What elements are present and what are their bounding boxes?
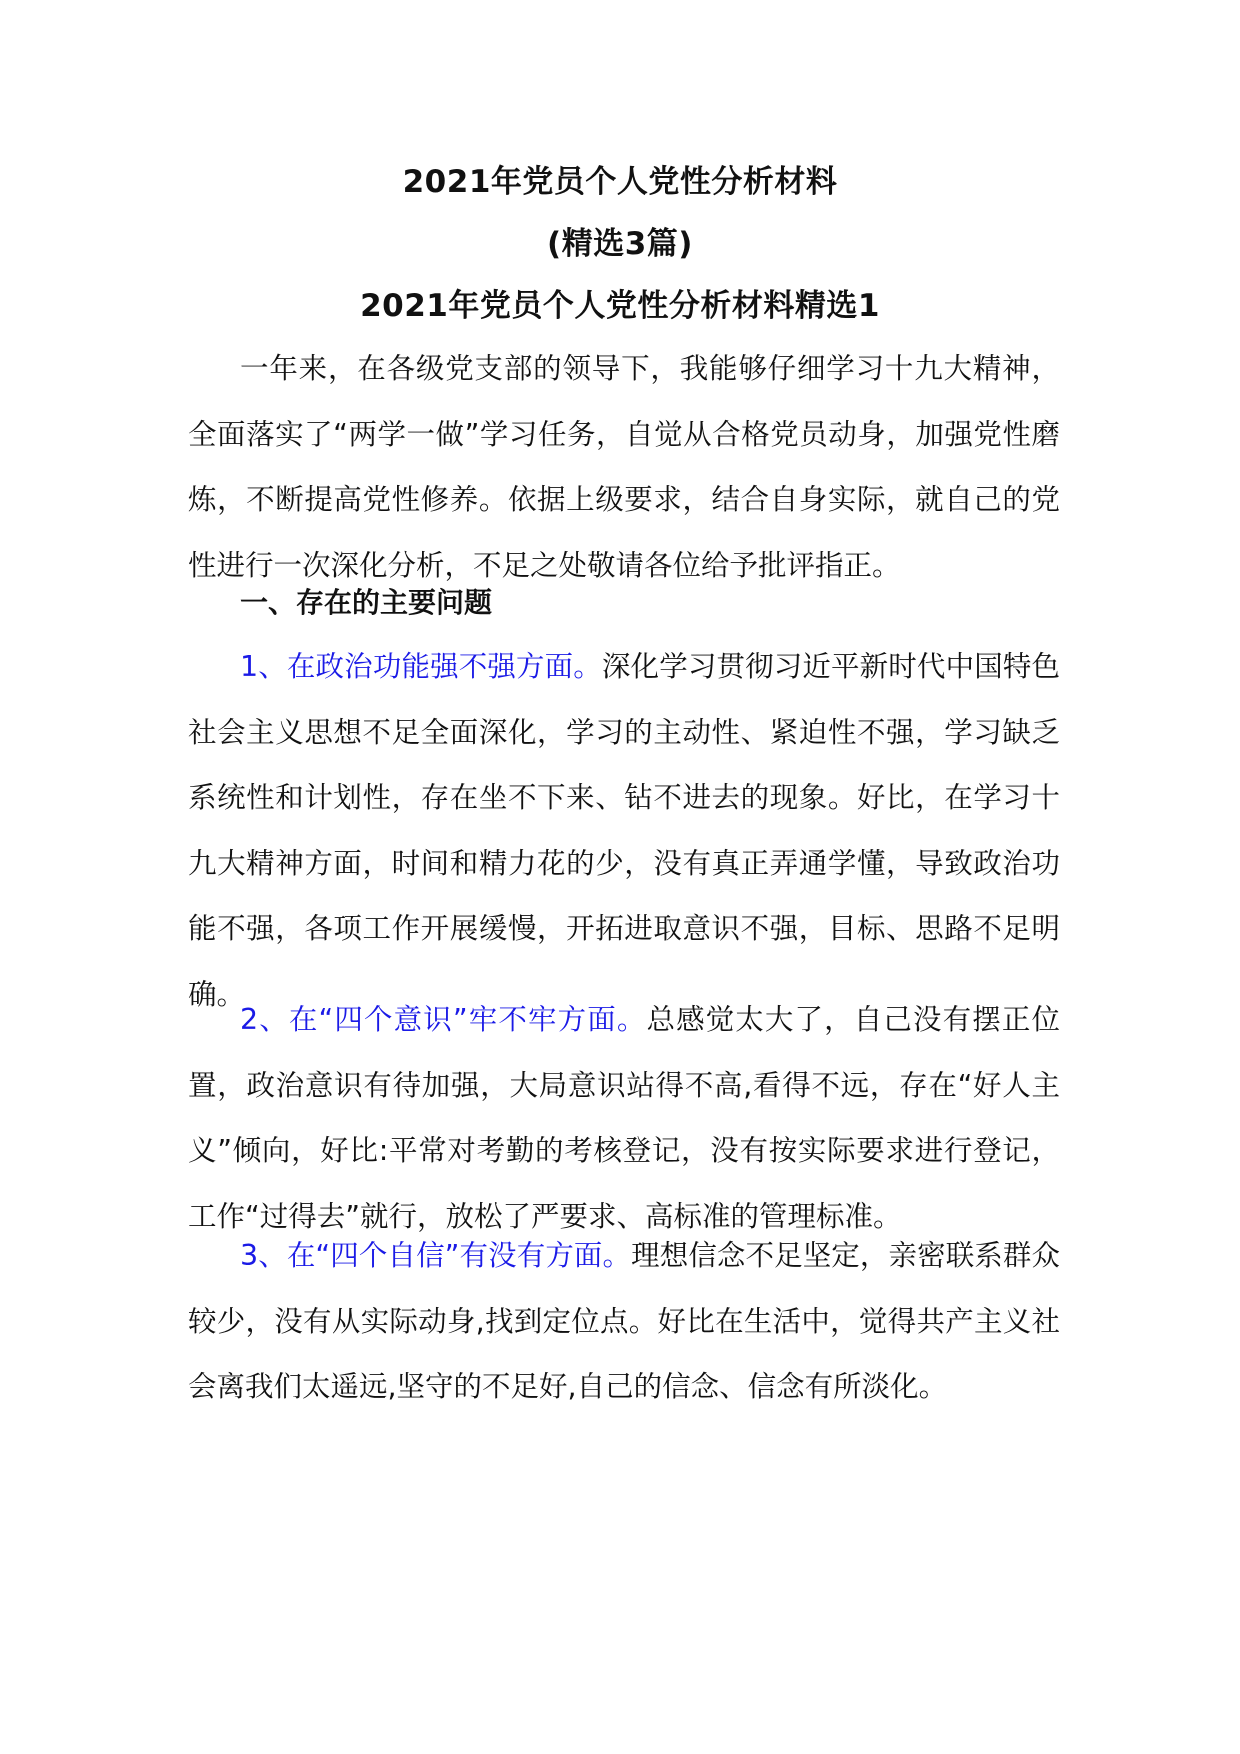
section-title: 2021年党员个人党性分析材料精选1 xyxy=(360,288,880,324)
section-heading-problems: 一、存在的主要问题 xyxy=(240,586,493,619)
problem-item-3-text: 理想信念不足坚定，亲密联系群众较少，没有从实际动身,找到定位点。好比在生活中，觉得共产主义社会离我们太遥远,坚守的不足好,自己的信念、信念有所淡化。 xyxy=(188,1239,1060,1403)
document-title: 2021年党员个人党性分析材料 xyxy=(402,164,838,200)
problem-item-1 xyxy=(188,634,1060,1027)
intro-paragraph: 一年来，在各级党支部的领导下，我能够仔细学习十九大精神，全面落实了“两学一做”学习任务，自觉从合格党员动身，加强党性磨炼，不断提高党性修养。依据上级要求，结合自身实际，就自己的党性进行一次深化分析，不足之处敬请各位给予批评指正。 xyxy=(188,352,1060,582)
problem-item-3 xyxy=(188,1223,1060,1420)
problem-item-2 xyxy=(188,987,1060,1249)
problem-item-2-text: 总感觉太大了，自己没有摆正位置，政治意识有待加强，大局意识站得不高,看得不远，存在“好人主义”倾向，好比:平常对考勤的考核登记，没有按实际要求进行登记，工作“过得去”就行，放松了严要求、高标准的管理标准。 xyxy=(188,1003,1060,1233)
problem-item-2-lead: 2、在“四个意识”牢不牢方面。 xyxy=(240,1003,647,1036)
document-subtitle: (精选3篇) xyxy=(547,226,693,262)
problem-item-1-text: 深化学习贯彻习近平新时代中国特色社会主义思想不足全面深化，学习的主动性、紧迫性不强，学习缺乏系统性和计划性，存在坐不下来、钻不进去的现象。好比，在学习十九大精神方面，时间和精力花的少，没有真正弄通学懂，导致政治功能不强，各项工作开展缓慢，开拓进取意识不强，目标、思路不足明确。 xyxy=(188,650,1060,1011)
problem-item-1-lead: 1、在政治功能强不强方面。 xyxy=(240,650,602,683)
problem-item-3-lead: 3、在“四个自信”有没有方面。 xyxy=(240,1239,632,1272)
